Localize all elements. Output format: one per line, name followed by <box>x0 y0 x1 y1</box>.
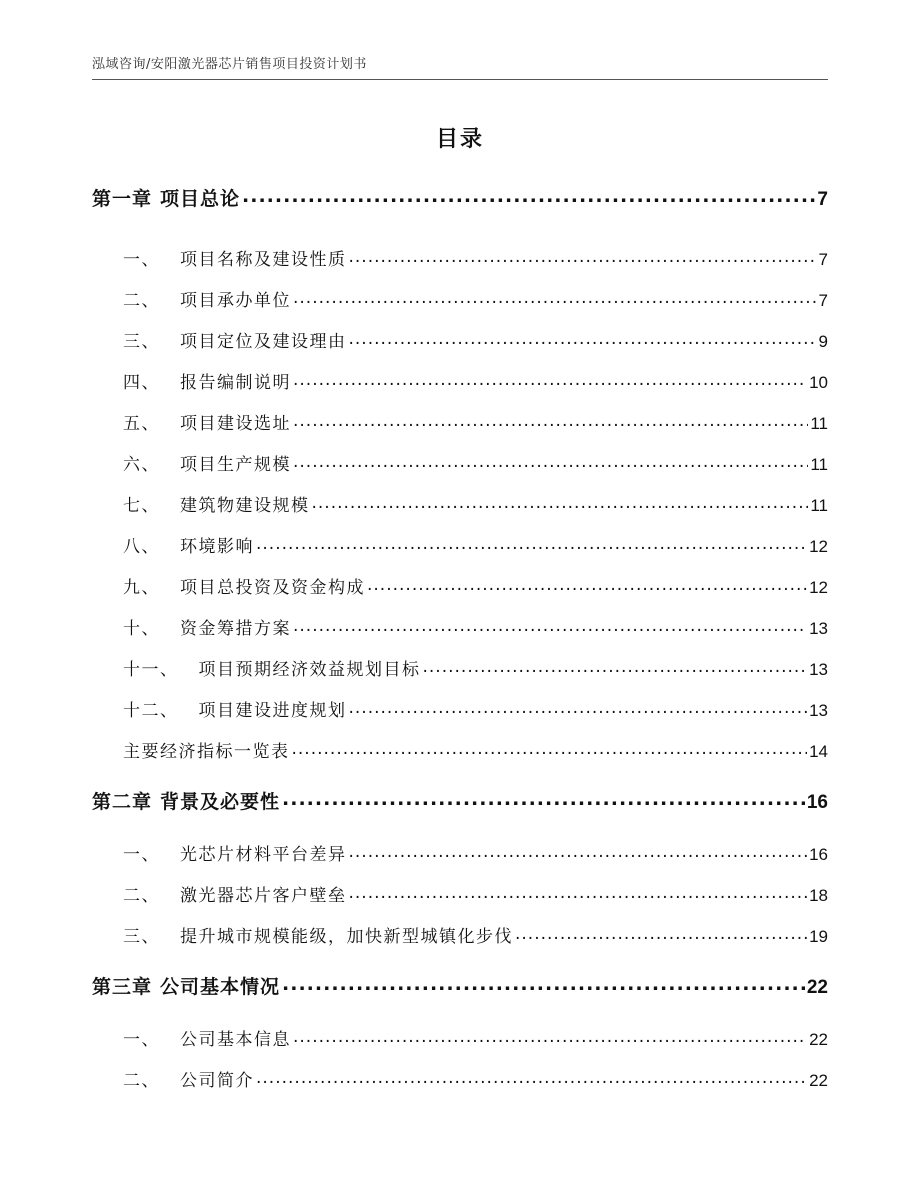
toc-section-1-1[interactable] <box>123 245 828 270</box>
toc-entry-page: 19 <box>809 927 828 946</box>
toc-section-1-8[interactable] <box>123 532 828 557</box>
toc-entry-page: 16 <box>806 792 828 813</box>
toc-section-2-3[interactable] <box>123 922 828 947</box>
toc-entry-title: 主要经济指标一览表 <box>123 742 290 762</box>
toc-entry-title: 报告编制说明 <box>180 373 291 393</box>
toc-entry-title: 资金筹措方案 <box>180 619 291 639</box>
toc-leader-dots <box>282 974 805 993</box>
toc-entry-number: 八、 <box>123 537 160 557</box>
toc-entry-title: 项目总论 <box>160 188 241 210</box>
toc-entry-page: 16 <box>809 845 828 864</box>
toc-entry-number: 七、 <box>123 496 160 516</box>
toc-leader-dots <box>293 453 808 470</box>
toc-entry-number: 第三章 <box>92 976 153 998</box>
toc-entry-number: 三、 <box>123 332 160 352</box>
toc-entry-title: 提升城市规模能级，加快新型城镇化步伐 <box>180 927 513 947</box>
toc-leader-dots <box>293 371 807 388</box>
toc-entry-title: 项目建设选址 <box>180 414 291 434</box>
toc-leader-dots <box>515 925 807 942</box>
toc-entry-page: 22 <box>806 977 828 998</box>
toc-entry-title: 项目承办单位 <box>180 291 291 311</box>
toc-entry-page: 22 <box>809 1071 828 1090</box>
toc-section-1-9[interactable] <box>123 573 828 598</box>
toc-entry-title: 光芯片材料平台差异 <box>180 845 347 865</box>
running-header: 泓域咨询/安阳激光器芯片销售项目投资计划书 <box>92 57 367 72</box>
toc-leader-dots <box>293 617 807 634</box>
toc-section-1-7[interactable] <box>123 491 828 516</box>
toc-leader-dots <box>349 884 808 901</box>
toc-leader-dots <box>349 330 817 347</box>
toc-entry-number: 十、 <box>123 619 160 639</box>
toc-title: 目录 <box>435 127 484 152</box>
toc-entry-number: 二、 <box>123 886 160 906</box>
toc-entry-title: 公司基本情况 <box>160 976 281 998</box>
toc-entry-number: 一、 <box>123 845 160 865</box>
toc-section-1-4[interactable] <box>123 368 828 393</box>
toc-leader-dots <box>256 1069 807 1086</box>
toc-entry-number: 二、 <box>123 1071 160 1091</box>
toc-section-1-11[interactable] <box>123 655 828 680</box>
toc-entry-page: 13 <box>809 660 828 679</box>
toc-entry-page: 7 <box>817 189 828 210</box>
toc-leader-dots <box>293 412 808 429</box>
toc-entry-page: 12 <box>809 578 828 597</box>
toc-leader-dots <box>367 576 807 593</box>
toc-section-2-2[interactable] <box>123 881 828 906</box>
toc-section-1-3[interactable] <box>123 327 828 352</box>
toc-entry-title: 项目名称及建设性质 <box>180 250 347 270</box>
toc-entry-page: 7 <box>818 250 828 269</box>
toc-leader-dots <box>292 740 808 757</box>
toc-section-1-10[interactable] <box>123 614 828 639</box>
toc-leader-dots <box>423 658 808 675</box>
toc-entry-page: 22 <box>809 1030 828 1049</box>
toc-entry-title: 项目定位及建设理由 <box>180 332 347 352</box>
toc-leader-dots <box>349 248 817 265</box>
toc-entry-number: 六、 <box>123 455 160 475</box>
toc-section-2-1[interactable] <box>123 840 828 865</box>
toc-leader-dots <box>282 789 805 808</box>
toc-entry-page: 11 <box>810 414 828 433</box>
toc-section-1-13[interactable] <box>123 737 828 762</box>
toc-entry-title: 环境影响 <box>180 537 254 557</box>
toc-entry-page: 18 <box>809 886 828 905</box>
toc-entry-page: 11 <box>810 455 828 474</box>
toc-leader-dots <box>349 699 808 716</box>
toc-entry-number: 二、 <box>123 291 160 311</box>
toc-entry-number: 第二章 <box>92 791 153 813</box>
toc-entry-title: 公司基本信息 <box>180 1030 291 1050</box>
toc-entry-page: 14 <box>809 742 828 761</box>
toc-chapter-3[interactable] <box>92 972 828 999</box>
toc-entry-number: 十一、 <box>123 660 179 680</box>
toc-entry-title: 公司简介 <box>180 1071 254 1091</box>
toc-leader-dots <box>242 186 815 205</box>
toc-entry-page: 7 <box>818 291 828 310</box>
toc-chapter-2[interactable] <box>92 787 828 814</box>
toc-section-1-2[interactable] <box>123 286 828 311</box>
toc-entry-page: 13 <box>809 619 828 638</box>
toc-chapter-1[interactable] <box>92 184 828 211</box>
toc-entry-title: 激光器芯片客户壁垒 <box>180 886 347 906</box>
toc-leader-dots <box>293 289 817 306</box>
toc-section-1-5[interactable] <box>123 409 828 434</box>
toc-entry-number: 三、 <box>123 927 160 947</box>
toc-entry-page: 13 <box>809 701 828 720</box>
toc-entry-number: 第一章 <box>92 188 153 210</box>
toc-entry-number: 九、 <box>123 578 160 598</box>
toc-entry-title: 项目预期经济效益规划目标 <box>198 660 421 680</box>
toc-section-1-6[interactable] <box>123 450 828 475</box>
toc-entry-number: 五、 <box>123 414 160 434</box>
toc-entry-number: 十二、 <box>123 701 179 721</box>
toc-entry-page: 11 <box>810 496 828 515</box>
toc-entry-number: 一、 <box>123 250 160 270</box>
toc-section-1-12[interactable] <box>123 696 828 721</box>
toc-entry-title: 项目总投资及资金构成 <box>180 578 365 598</box>
toc-section-3-1[interactable] <box>123 1025 828 1050</box>
toc-entry-number: 四、 <box>123 373 160 393</box>
toc-leader-dots <box>256 535 807 552</box>
toc-entry-title: 项目建设进度规划 <box>198 701 347 721</box>
toc-entry-title: 建筑物建设规模 <box>180 496 310 516</box>
toc-entry-title: 背景及必要性 <box>160 791 281 813</box>
toc-section-3-2[interactable] <box>123 1066 828 1091</box>
toc-leader-dots <box>293 1028 807 1045</box>
toc-entry-title: 项目生产规模 <box>180 455 291 475</box>
toc-entry-page: 9 <box>818 332 828 351</box>
toc-entry-number: 一、 <box>123 1030 160 1050</box>
toc-leader-dots <box>312 494 809 511</box>
toc-leader-dots <box>349 843 808 860</box>
toc-entry-page: 10 <box>809 373 828 392</box>
toc-entry-page: 12 <box>809 537 828 556</box>
